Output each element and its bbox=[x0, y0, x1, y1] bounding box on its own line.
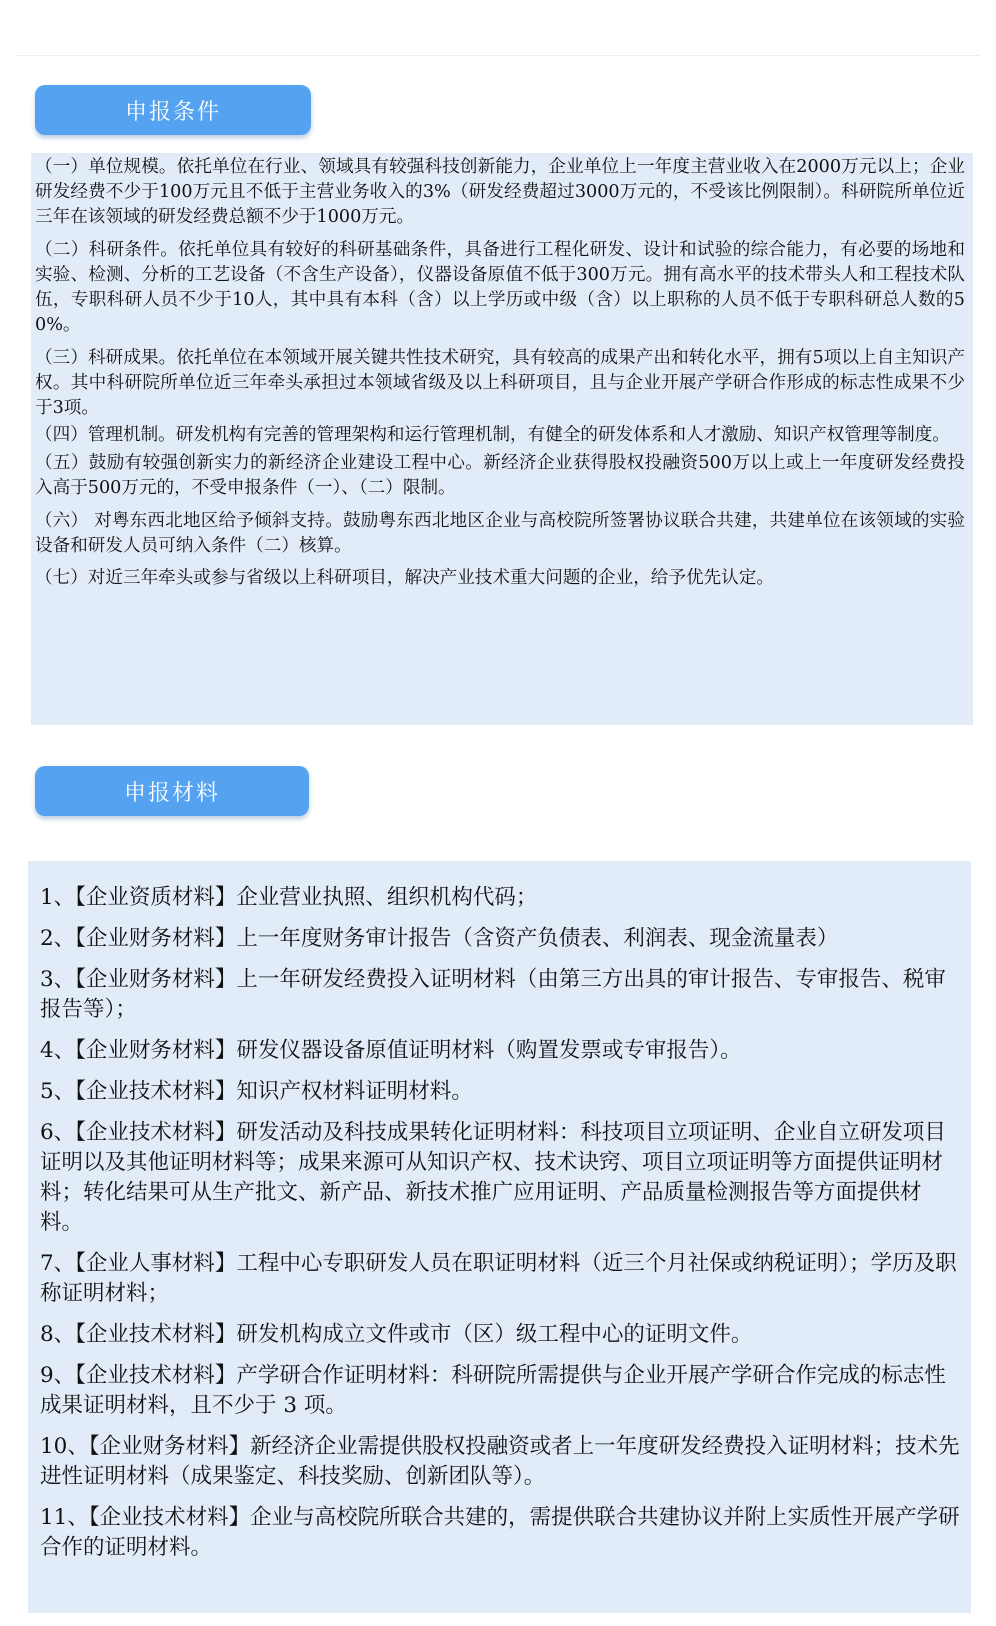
conditions-panel bbox=[31, 153, 973, 725]
material-item: 9、【企业技术材料】产学研合作证明材料：科研院所需提供与企业开展产学研合作完成的标志性成果证明材料，且不少于 3 项。 bbox=[40, 1363, 946, 1418]
material-item: 11、【企业技术材料】企业与高校院所联合共建的，需提供联合共建协议并附上实质性开展产学研合作的证明材料。 bbox=[40, 1505, 960, 1560]
section-tag-materials: 申报材料 bbox=[35, 766, 309, 816]
section-tag-conditions: 申报条件 bbox=[35, 85, 311, 135]
condition-item: （二）科研条件。依托单位具有较好的科研基础条件，具备进行工程化研发、设计和试验的综合能力，有必要的场地和实验、检测、分析的工艺设备（不含生产设备），仪器设备原值不低于300万元。拥有高水平的技术带头人和工程技术队伍，专职科研人员不少于10人，其中具有本科（含）以上学历或中级（含）以上职称的人员不低于专职科研总人数的50%。 bbox=[35, 240, 965, 335]
material-item: 10、【企业财务材料】新经济企业需提供股权投融资或者上一年度研发经费投入证明材料；技术先进性证明材料（成果鉴定、科技奖励、创新团队等）。 bbox=[40, 1434, 960, 1489]
material-item: 8、【企业技术材料】研发机构成立文件或市（区）级工程中心的证明文件。 bbox=[40, 1322, 753, 1347]
materials-panel bbox=[28, 861, 971, 1613]
material-item: 4、【企业财务材料】研发仪器设备原值证明材料（购置发票或专审报告）。 bbox=[40, 1038, 742, 1063]
material-item: 3、【企业财务材料】上一年研发经费投入证明材料（由第三方出具的审计报告、专审报告、税审报告等）； bbox=[40, 967, 946, 1022]
condition-item: （一）单位规模。依托单位在行业、领域具有较强科技创新能力，企业单位上一年度主营业收入在2000万元以上；企业研发经费不少于100万元且不低于主营业务收入的3%（研发经费超过3000万元的，不受该比例限制）。科研院所单位近三年在该领域的研发经费总额不少于1000万元。 bbox=[35, 157, 965, 227]
material-item: 7、【企业人事材料】工程中心专职研发人员在职证明材料（近三个月社保或纳税证明）；学历及职称证明材料； bbox=[40, 1251, 957, 1306]
condition-item: （四）管理机制。研发机构有完善的管理架构和运行管理机制，有健全的研发体系和人才激励、知识产权管理等制度。 bbox=[35, 425, 950, 445]
top-divider bbox=[16, 55, 980, 56]
material-item: 2、【企业财务材料】上一年度财务审计报告（含资产负债表、利润表、现金流量表） bbox=[40, 926, 839, 951]
condition-item: （五）鼓励有较强创新实力的新经济企业建设工程中心。新经济企业获得股权投融资500万以上或上一年度研发经费投入高于500万元的，不受申报条件（一）、（二）限制。 bbox=[35, 453, 965, 498]
condition-item: （七）对近三年牵头或参与省级以上科研项目，解决产业技术重大问题的企业，给予优先认定。 bbox=[35, 568, 774, 588]
condition-item: （三）科研成果。依托单位在本领域开展关键共性技术研究，具有较高的成果产出和转化水平，拥有5项以上自主知识产权。其中科研院所单位近三年牵头承担过本领域省级及以上科研项目，且与企业开展产学研合作形成的标志性成果不少于3项。 bbox=[35, 348, 965, 418]
material-item: 5、【企业技术材料】知识产权材料证明材料。 bbox=[40, 1079, 473, 1104]
material-item: 1、【企业资质材料】企业营业执照、组织机构代码； bbox=[40, 885, 538, 910]
material-item: 6、【企业技术材料】研发活动及科技成果转化证明材料：科技项目立项证明、企业自立研发项目证明以及其他证明材料等；成果来源可从知识产权、技术诀窍、项目立项证明等方面提供证明材料；转化结果可从生产批文、新产品、新技术推广应用证明、产品质量检测报告等方面提供材料。 bbox=[40, 1120, 946, 1235]
condition-item: （六） 对粤东西北地区给予倾斜支持。鼓励粤东西北地区企业与高校院所签署协议联合共建，共建单位在该领域的实验设备和研发人员可纳入条件（二）核算。 bbox=[35, 511, 965, 556]
